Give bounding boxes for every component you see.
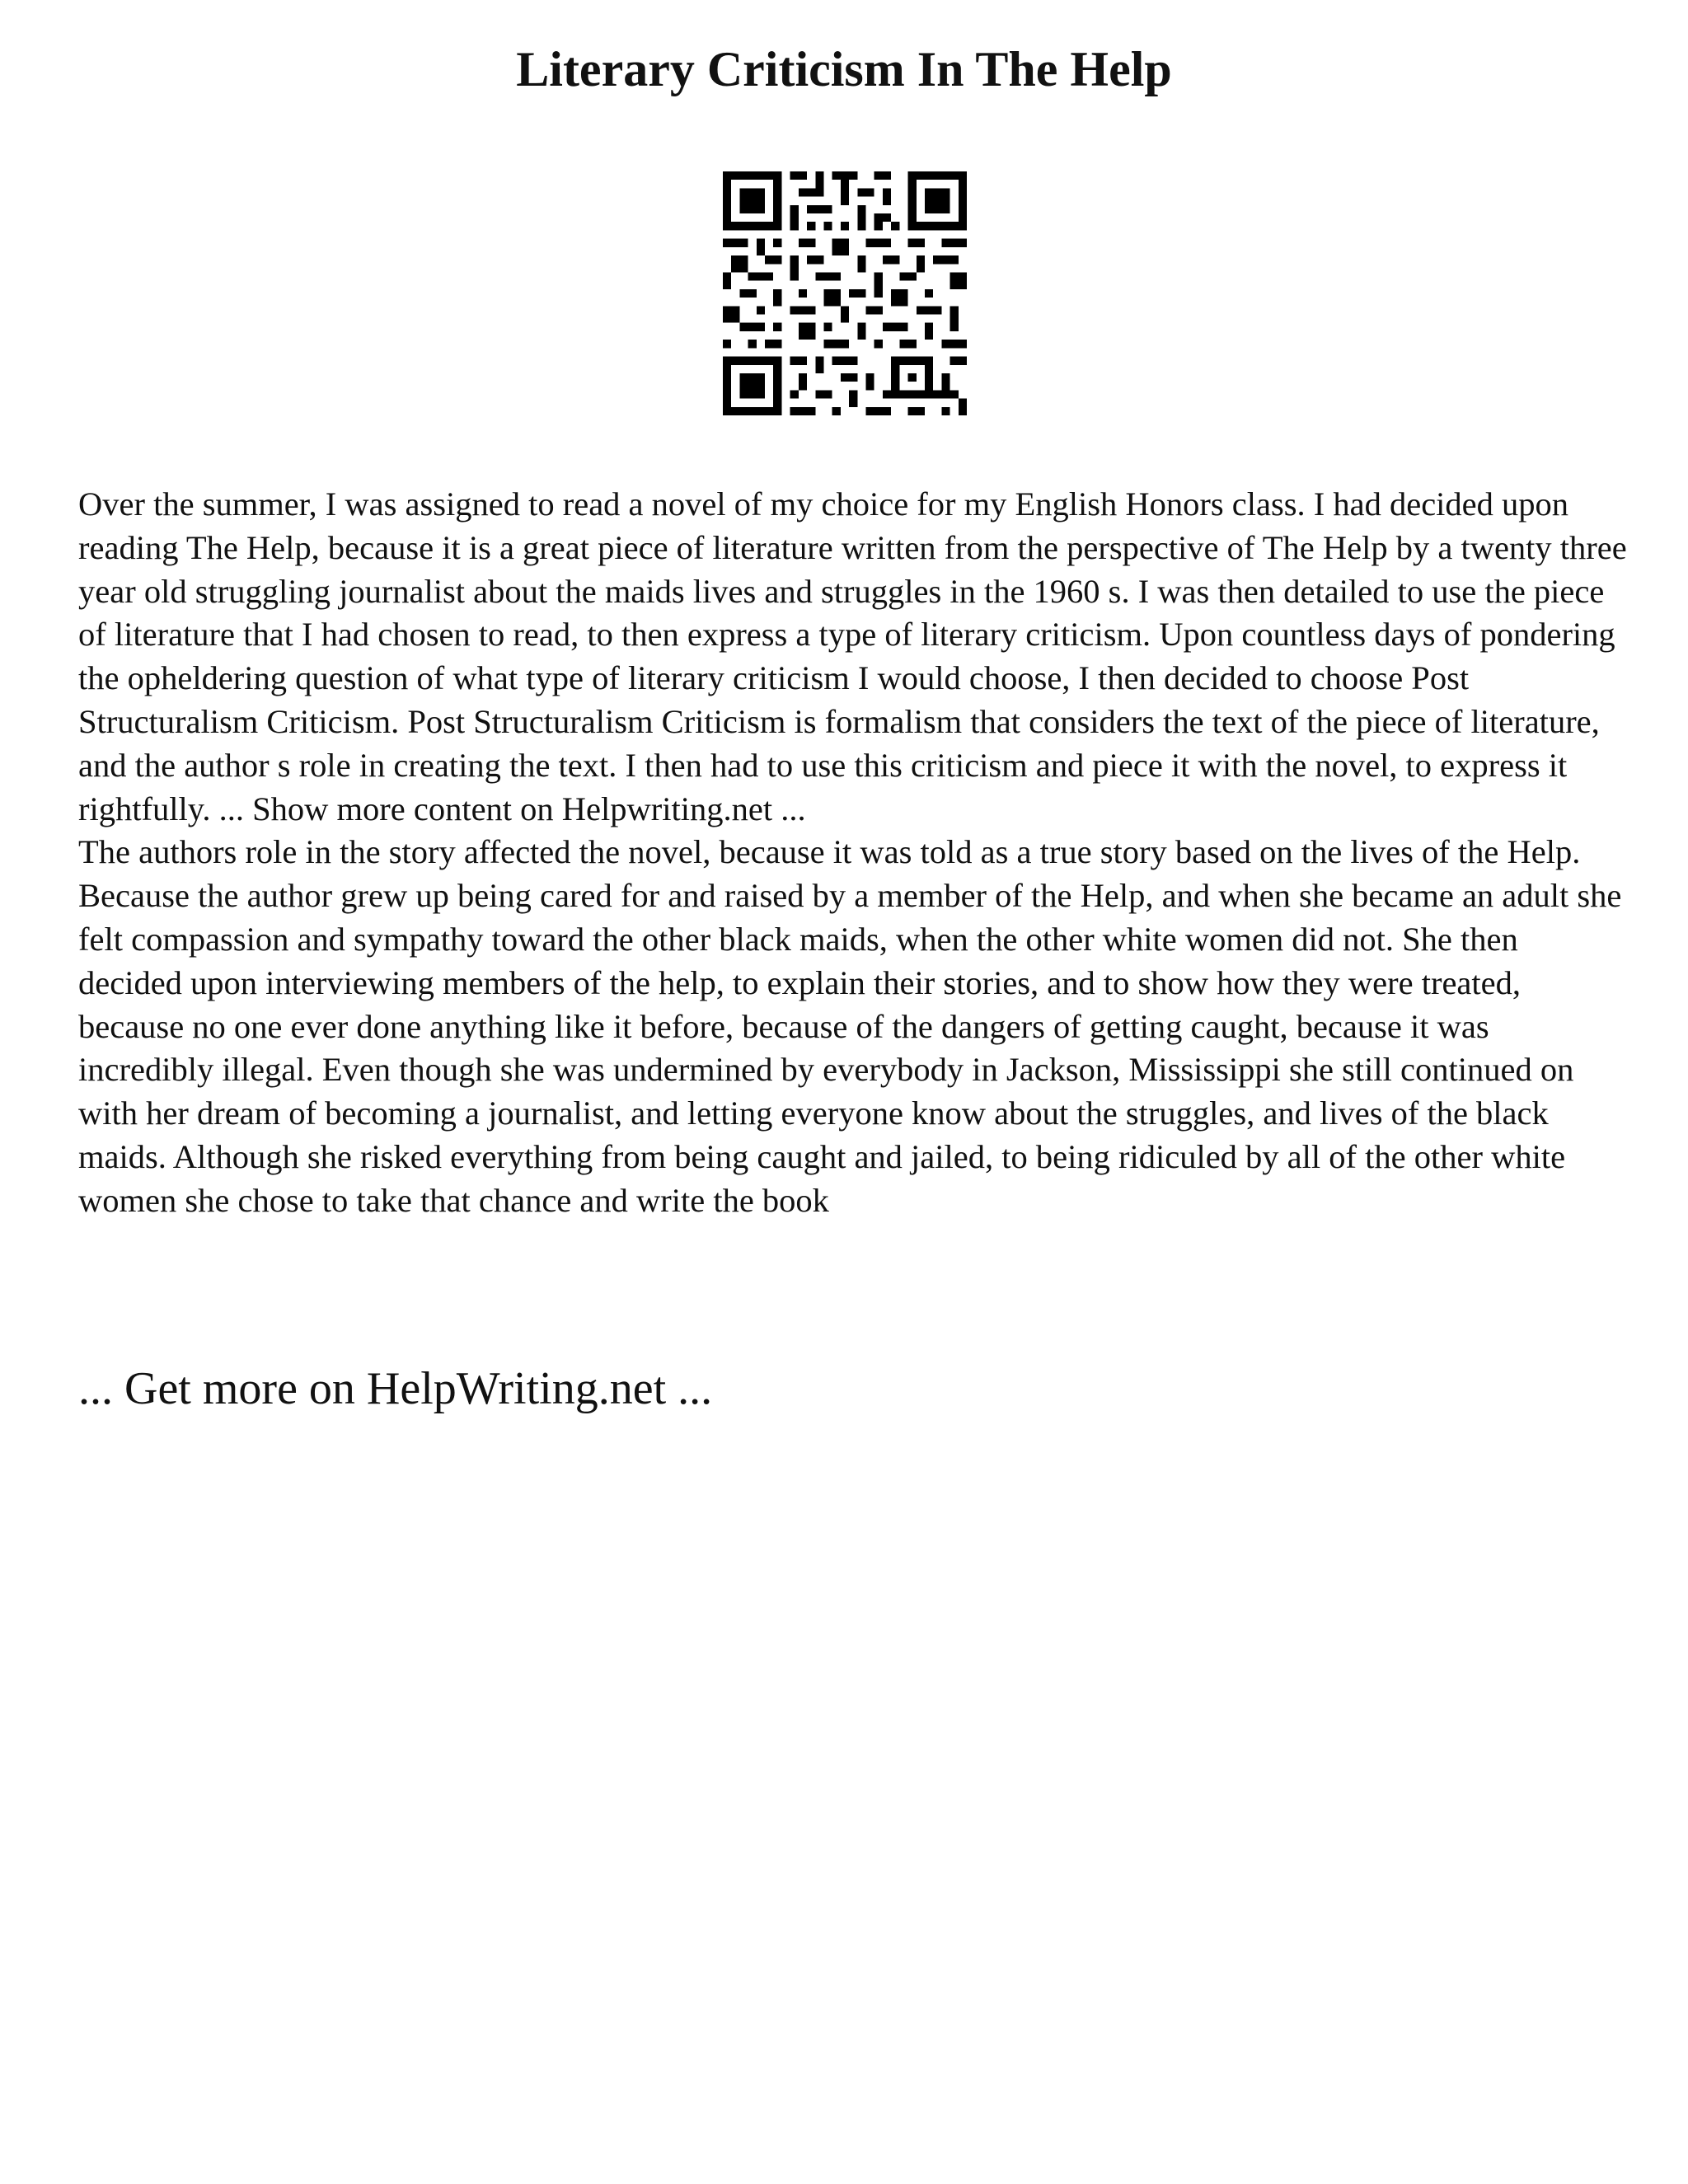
article-body [78, 483, 1628, 1223]
paragraph-2: The authors role in the story affected the novel, because it was told as a true story based on the lives of the Help. Because the author grew up being cared for and raised by a member of the Help, and when she became an adult she felt compassion and sympathy toward the other black maids, when the other white women did not. She then decided upon interviewing members of the help, to explain their stories, and to show how they were treated, because no one ever done anything like it before, because of the dangers of getting caught, because it was incredibly illegal. Even though she was undermined by everybody in Jackson, Mississippi she still continued on with her dream of becoming a journalist, and letting everyone know about the struggles, and lives of the black maids. Although she risked everything from being caught and jailed, to being ridiculed by all of the other white women she chose to take that chance and write the book [78, 833, 1622, 1219]
paragraph-1: Over the summer, I was assigned to read a novel of my choice for my English Honors class. I had decided upon reading The Help, because it is a great piece of literature written from the perspective of The Help by a twenty three year old struggling journalist about the maids lives and struggles in the 1960 s. I was then detailed to use the piece of literature that I had chosen to read, to then express a type of literary criticism. Upon countless days of pondering the opheldering question of what type of literary criticism I would choose, I then decided to choose Post Structuralism Criticism. Post Structuralism Criticism is formalism that considers the text of the piece of literature, and the author s role in creating the text. I then had to use this criticism and piece it with the novel, to express it rightfully. ... Show more content on Helpwriting.net ... [78, 485, 1627, 827]
qr-code-icon [723, 171, 967, 415]
get-more-link[interactable]: ... Get more on HelpWriting.net ... [78, 1363, 713, 1414]
page-title: Literary Criticism In The Help [516, 42, 1172, 96]
